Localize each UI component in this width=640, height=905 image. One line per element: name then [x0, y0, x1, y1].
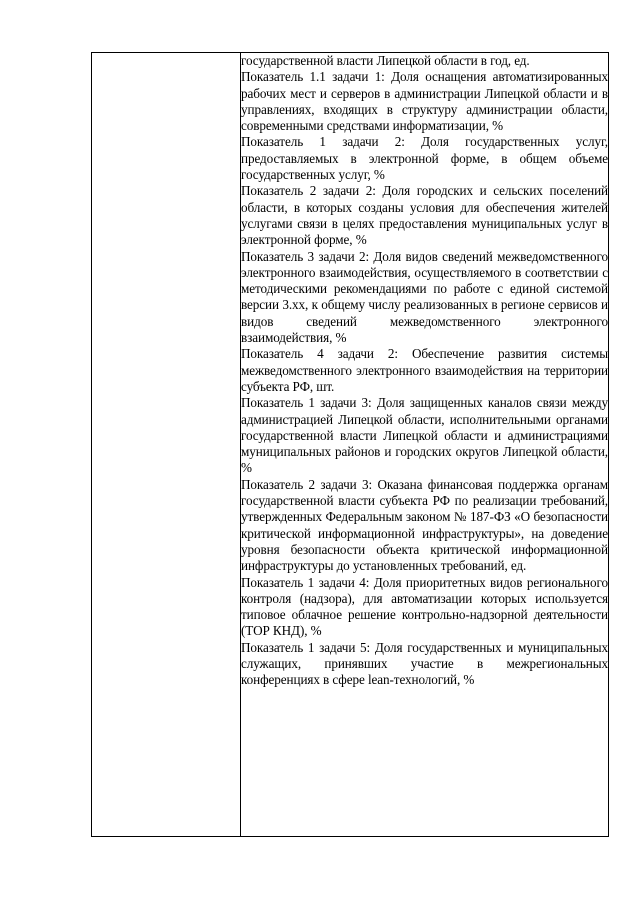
- indicator-paragraph: Показатель 3 задачи 2: Доля видов сведений межведомственного электронного взаимодействия, осуществляемого в соответствии с методическими рекомендациями по работе с единой системой версии 3.xx, к общему числу реализованных в регионе сервисов и видов сведений межведомственного электронного взаимодействия, %: [241, 248, 608, 346]
- indicator-paragraph: Показатель 2 задачи 3: Оказана финансовая поддержка органам государственной власти субъекта РФ по реализации требований, утвержденных Федеральным законом № 187-ФЗ «О безопасности критической информационной инфраструктуры», на доведение уровня безопасности объекта критической информационной инфраструктуры до установленных требований, ед.: [241, 476, 608, 574]
- indicator-paragraph: Показатель 1 задачи 3: Доля защищенных каналов связи между администрацией Липецкой области, исполнительными органами государственной власти Липецкой области и администрациями муниципальных районов и городских округов Липецкой области, %: [241, 395, 608, 476]
- table-row: [92, 53, 609, 837]
- indicators-cell: [241, 53, 609, 837]
- indicator-paragraph: Показатель 1 задачи 2: Доля государственных услуг, предоставляемых в электронной форме, в общем объеме государственных услуг, %: [241, 134, 608, 183]
- indicator-paragraph: Показатель 1 задачи 5: Доля государственных и муниципальных служащих, принявших участие в межрегиональных конференциях в сфере lean-технологий, %: [241, 639, 608, 688]
- indicator-table: [91, 52, 609, 837]
- indicator-paragraph: государственной власти Липецкой области в год, ед.: [241, 53, 530, 68]
- indicator-paragraph: Показатель 1.1 задачи 1: Доля оснащения автоматизированных рабочих мест и серверов в администрации Липецкой области и в управлениях, входящих в структуру администрации области, современными средствами информатизации, %: [241, 69, 608, 134]
- indicator-paragraph: Показатель 1 задачи 4: Доля приоритетных видов регионального контроля (надзора), для автоматизации которых используется типовое облачное решение контрольно-надзорной деятельности (ТОР КНД), %: [241, 574, 608, 639]
- indicator-paragraph: Показатель 2 задачи 2: Доля городских и сельских поселений области, в которых созданы условия для обеспечения жителей услугами связи в целях предоставления муниципальных услуг в электронной форме, %: [241, 183, 608, 248]
- indicator-paragraph: Показатель 4 задачи 2: Обеспечение развития системы межведомственного электронного взаимодействия на территории субъекта РФ, шт.: [241, 346, 608, 394]
- table-label-cell: [92, 53, 241, 837]
